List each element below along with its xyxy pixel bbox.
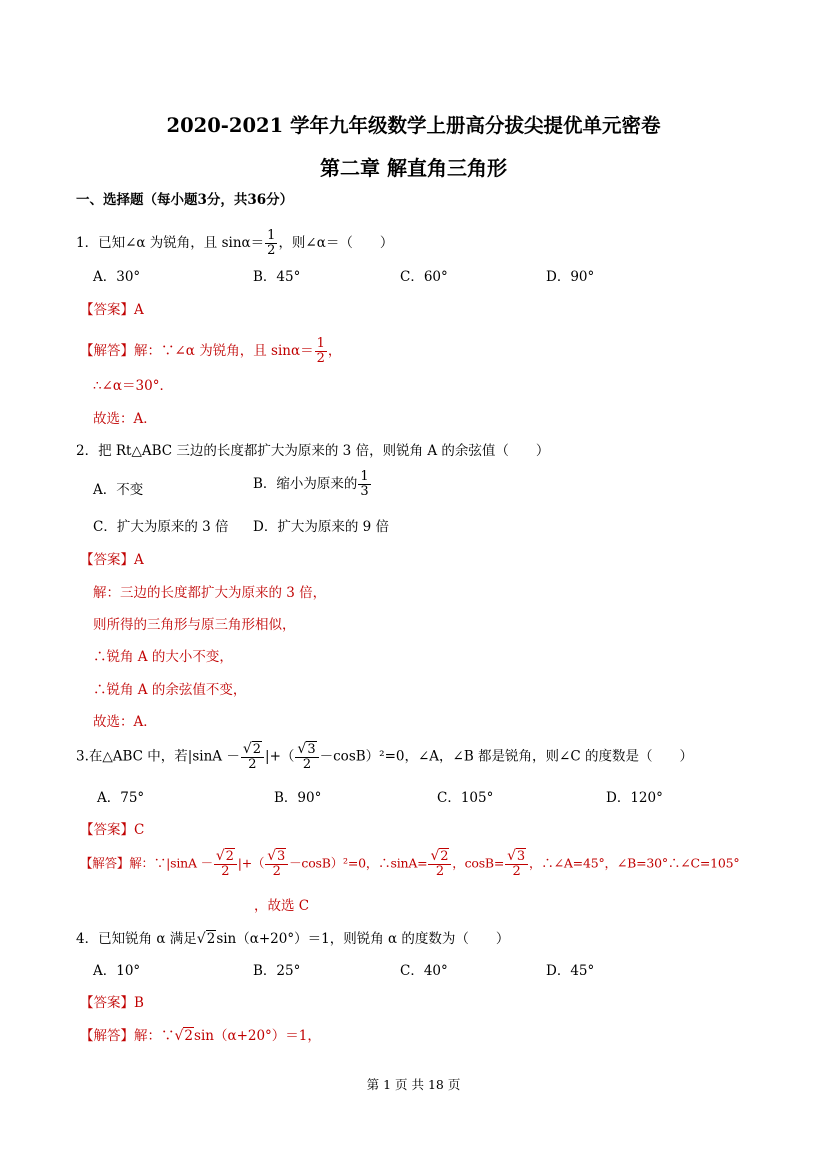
q3-sol-frac-4: [505, 849, 528, 879]
q4-sol-text-b: sin（α+20°）＝1，: [194, 1028, 321, 1044]
question-3-stem: [76, 742, 693, 772]
q4-option-d: D．45°: [546, 963, 595, 979]
q2-solution-line-4: ∴锐角 A 的余弦值不变，: [93, 682, 247, 698]
q3-option-d: D．120°: [606, 790, 663, 806]
q1-stem-text-a: 1．已知∠α 为锐角，且 sinα＝: [76, 235, 265, 251]
q3-stem-frac-2-num: √3: [295, 742, 318, 758]
section-heading: 一、选择题（每小题3分，共36分）: [76, 192, 294, 208]
q3-sol-frac-2: [265, 849, 288, 879]
q3-sqrt2: 2: [252, 742, 262, 757]
q1-option-b: B．45°: [253, 269, 301, 285]
q3-sol-text-e: ，∴∠A=45°，∠B=30°∴∠C=105°: [528, 855, 740, 871]
q3-answer: 【答案】C: [80, 822, 145, 838]
q1-sol-text-a: 【解答】解：∵∠α 为锐角，且 sinα＝: [80, 343, 314, 359]
q4-sol-text-a: 【解答】解：∵: [80, 1028, 175, 1044]
q4-sol-sqrt-value: 2: [184, 1028, 194, 1044]
q1-sol-text-b: ，: [327, 343, 342, 359]
q4-sqrt: √2: [196, 931, 216, 947]
q3-sol-frac-4-den: 2: [512, 864, 521, 879]
q3-sol-sqrt2-b: 2: [440, 849, 449, 864]
q3-sol-frac-4-num: √3: [505, 849, 528, 865]
q2-solution-line-2: 则所得的三角形与原三角形相似，: [93, 617, 296, 633]
q4-sqrt-value: 2: [206, 931, 216, 947]
q2-option-c: C．扩大为原来的 3 倍: [93, 519, 229, 535]
q3-sol-frac-1: [214, 849, 237, 879]
q3-stem-frac-2-den: 2: [302, 757, 312, 772]
q2-solution-line-5: 故选：A．: [93, 714, 157, 730]
q3-stem-frac-1-num: √2: [241, 742, 264, 758]
q3-option-c: C．105°: [437, 790, 494, 806]
page-footer: 第 1 页 共 18 页: [366, 1077, 461, 1092]
q3-stem-text-3: －cosB）²=0，∠A，∠B 都是锐角，则∠C 的度数是（ ）: [319, 748, 693, 765]
q1-option-c: C．60°: [400, 269, 448, 285]
q3-sqrt3: 3: [307, 742, 316, 757]
q3-sol-frac-3: [428, 849, 451, 879]
q1-sol-frac-num: 1: [316, 336, 325, 351]
q4-option-c: C．40°: [400, 963, 448, 979]
q3-sol-frac-1-num: √2: [214, 849, 237, 865]
q1-option-d: D．90°: [546, 269, 595, 285]
q2-option-d: D．扩大为原来的 9 倍: [253, 519, 389, 535]
q3-stem-text-2: |+（: [265, 748, 295, 765]
q1-stem-text-b: ，则∠α＝（ ）: [278, 235, 394, 251]
q3-sol-text-b: |+（: [237, 855, 265, 871]
q3-stem-frac-1: [241, 742, 264, 772]
q2-option-b-fraction: [358, 470, 370, 499]
q4-option-b: B．25°: [253, 963, 301, 979]
q3-sol-frac-3-den: 2: [435, 864, 444, 879]
q3-stem-text-1: 3.在△ABC 中，若|sinA －: [76, 748, 240, 765]
q3-solution-line-2: ，故选 C: [254, 898, 310, 914]
q4-stem-text-1: 4．已知锐角 α 满足: [76, 931, 197, 947]
q2-solution-line-3: ∴锐角 A 的大小不变，: [93, 649, 233, 665]
q4-option-a: A．10°: [93, 963, 141, 979]
q4-stem-text-2: sin（α+20°）＝1，则锐角 α 的度数为（ ）: [216, 931, 510, 947]
q3-sol-frac-2-num: √3: [265, 849, 288, 865]
q4-solution-line-1: [80, 1026, 321, 1046]
q2-option-b-text: B．缩小为原来的: [253, 476, 358, 492]
q1-answer: 【答案】A: [80, 302, 144, 318]
q2-option-a: A．不变: [93, 482, 144, 498]
q1-sol-fraction: [315, 337, 327, 366]
question-1-stem: [76, 229, 393, 258]
q2-option-b: [253, 470, 372, 499]
q1-frac-den: 2: [267, 243, 276, 258]
q4-answer: 【答案】B: [80, 995, 144, 1011]
q1-option-a: A．30°: [93, 269, 141, 285]
q2-solution-line-1: 解：三边的长度都扩大为原来的 3 倍，: [93, 585, 327, 601]
q3-sol-text-c: －cosB）²=0，∴sinA=: [289, 855, 428, 871]
q2-frac-num: 1: [360, 469, 369, 484]
q1-solution-line-2: ∴∠α＝30°．: [93, 378, 173, 394]
q3-option-a: A．75°: [97, 790, 145, 806]
q1-fraction: [265, 229, 277, 258]
q3-sol-sqrt2-a: 2: [225, 849, 234, 864]
chapter-subtitle: 第二章 解直角三角形: [320, 156, 507, 180]
q2-frac-den: 3: [360, 484, 369, 499]
q3-sol-frac-3-num: √2: [428, 849, 451, 865]
q1-frac-num: 1: [267, 228, 276, 243]
q1-sol-frac-den: 2: [316, 351, 325, 366]
page-title: 2020-2021 学年九年级数学上册高分拔尖提优单元密卷: [166, 114, 661, 137]
q1-solution-line-1: [80, 337, 341, 366]
q1-solution-line-3: 故选：A．: [93, 411, 157, 427]
q3-sol-sqrt3-a: 3: [277, 849, 286, 864]
q4-sol-sqrt: √2: [174, 1028, 194, 1044]
q3-sol-frac-2-den: 2: [272, 864, 281, 879]
question-2-stem: 2．把 Rt△ABC 三边的长度都扩大为原来的 3 倍，则锐角 A 的余弦值（ ）: [76, 443, 550, 459]
q3-stem-frac-2: [295, 742, 318, 772]
q3-solution-line-1: [80, 849, 739, 879]
q3-sol-text-a: 【解答】解：∵|sinA －: [80, 855, 213, 871]
q3-stem-frac-1-den: 2: [248, 757, 257, 772]
q3-option-b: B．90°: [274, 790, 322, 806]
question-4-stem: [76, 929, 509, 949]
q3-sol-frac-1-den: 2: [221, 864, 230, 879]
q3-sol-text-d: ，cosB=: [452, 855, 505, 871]
q2-answer: 【答案】A: [80, 552, 144, 568]
q3-sol-sqrt3-b: 3: [516, 849, 525, 864]
